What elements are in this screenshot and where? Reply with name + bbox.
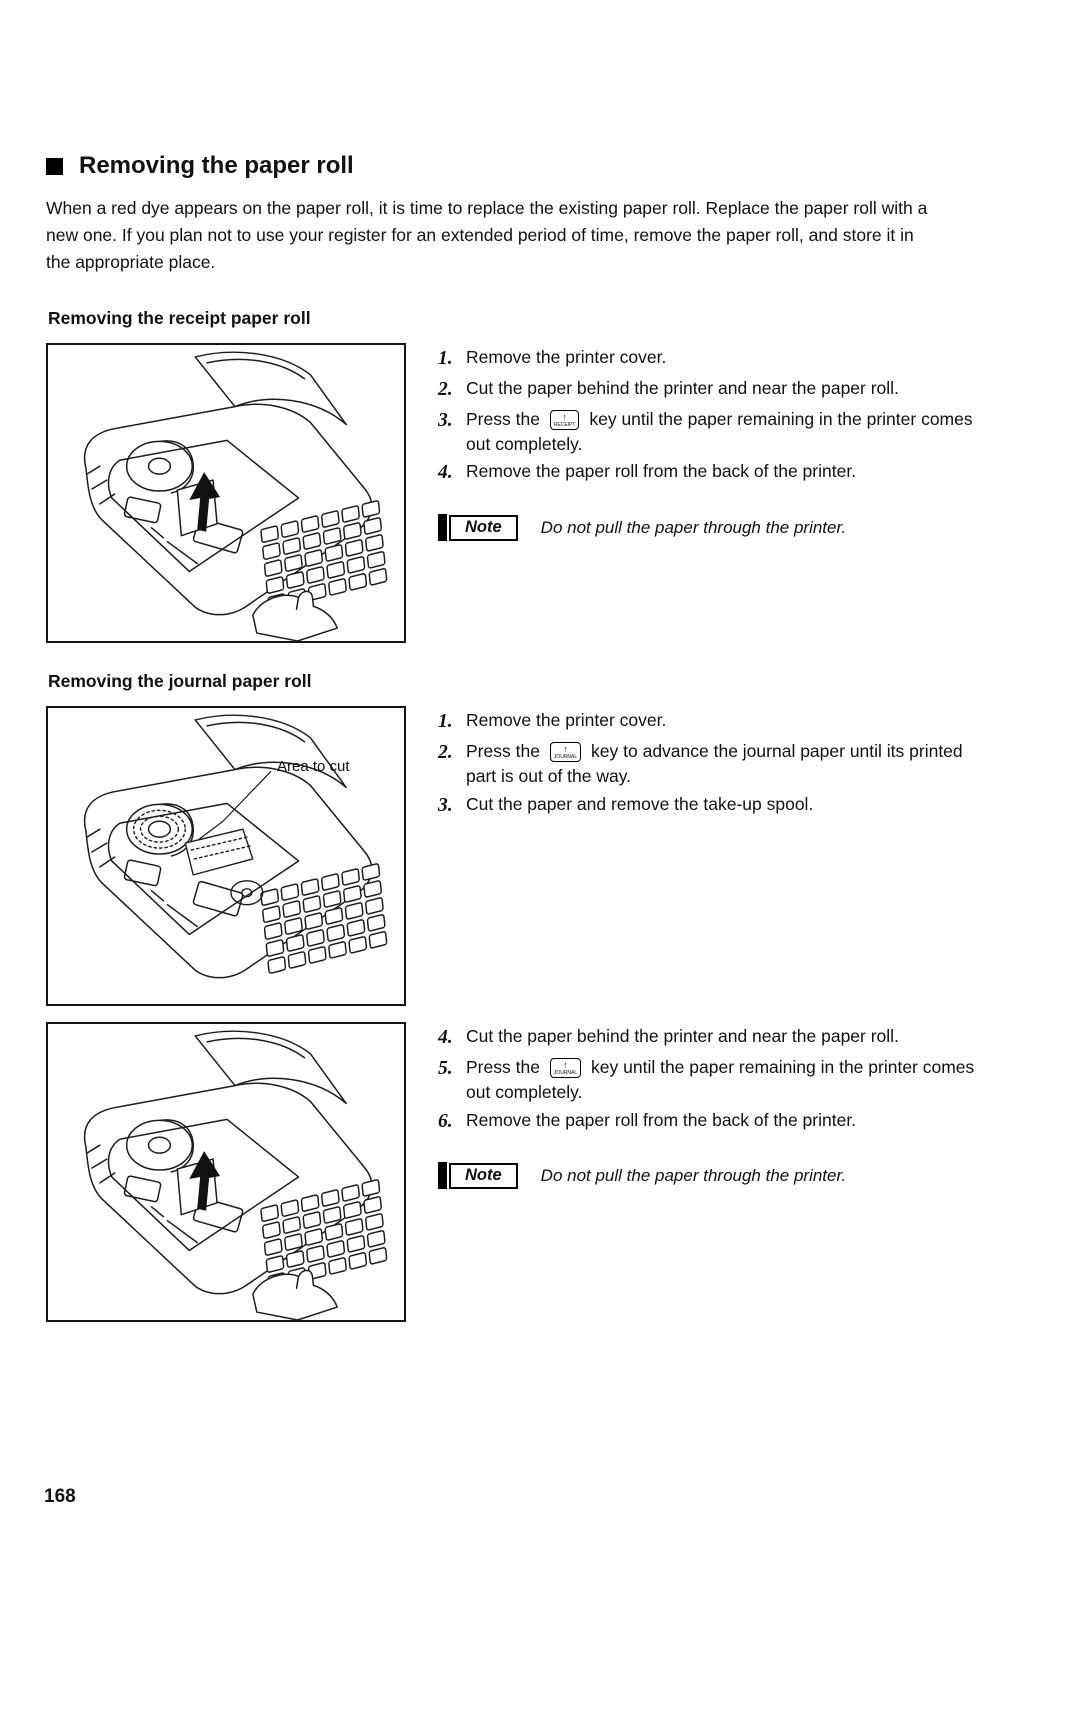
step-text	[466, 1055, 986, 1105]
receipt-steps	[438, 343, 986, 541]
intro-paragraph: When a red dye appears on the paper roll, it is time to replace the existing paper roll. Replace the paper roll with a new one. If you plan not to use your register for an extended period of time, remove the paper roll, and store it in the appropriate place.	[46, 198, 928, 272]
note-text: Do not pull the paper through the printer.	[540, 517, 847, 537]
step-number: 3.	[438, 794, 453, 816]
note	[438, 514, 986, 541]
receipt-section-heading: Removing the receipt paper roll	[48, 308, 311, 329]
step	[438, 739, 986, 789]
journal-feed-key-icon	[550, 742, 581, 762]
step-number: 5.	[438, 1057, 453, 1079]
step-text-post: key until the paper remaining in the printer comes out completely.	[466, 1056, 975, 1102]
journal-feed-key-icon	[550, 1058, 581, 1078]
journal-row-2	[46, 1022, 1022, 1322]
step-text: Remove the printer cover.	[466, 347, 667, 368]
step-number: 1.	[438, 348, 453, 370]
step	[438, 1055, 986, 1105]
cash-register-illustration	[48, 345, 404, 641]
receipt-feed-key-icon	[550, 410, 580, 430]
note-bar-icon	[438, 514, 447, 541]
step-text-pre: Press the	[466, 740, 540, 761]
step	[438, 1024, 986, 1052]
note-bar-icon	[438, 1162, 447, 1189]
area-to-cut-label: Area to cut	[277, 758, 350, 776]
journal-section-heading: Removing the journal paper roll	[48, 671, 312, 692]
feed-arrow-icon: ↑	[562, 412, 567, 423]
page-number: 168	[44, 1486, 76, 1507]
step-text: Remove the printer cover.	[466, 710, 667, 731]
step-text-post: key to advance the journal paper until its printed part is out of the way.	[466, 740, 963, 786]
step-number: 1.	[438, 711, 453, 733]
step-text: Cut the paper and remove the take-up spool.	[466, 793, 814, 814]
step-number: 4.	[438, 462, 453, 484]
step-text	[466, 407, 986, 457]
step-number: 2.	[438, 741, 453, 763]
feed-arrow-icon: ↑	[563, 744, 568, 755]
step-text: Cut the paper behind the printer and near the paper roll.	[466, 377, 899, 398]
step	[438, 792, 986, 820]
step-text: Cut the paper behind the printer and near the paper roll.	[466, 1026, 899, 1047]
step	[438, 1108, 986, 1136]
note-text: Do not pull the paper through the printer.	[540, 1165, 847, 1185]
section-bullet-icon	[46, 158, 63, 175]
key-label: JOURNAL	[553, 1070, 578, 1077]
step	[438, 708, 986, 736]
step-number: 3.	[438, 409, 453, 431]
step-text: Remove the paper roll from the back of the printer.	[466, 461, 857, 482]
receipt-row	[46, 343, 1022, 643]
cash-register-illustration	[48, 1024, 404, 1320]
step-text: Remove the paper roll from the back of the printer.	[466, 1109, 857, 1130]
step-number: 6.	[438, 1110, 453, 1132]
step-text-pre: Press the	[466, 1056, 540, 1077]
cash-register-illustration	[48, 708, 404, 1004]
key-label: JOURNAL	[553, 754, 578, 761]
feed-arrow-icon: ↑	[563, 1060, 568, 1071]
receipt-figure	[46, 343, 406, 643]
note-label: Note	[449, 515, 518, 541]
journal-steps-b	[438, 1022, 986, 1189]
journal-steps-a	[438, 706, 986, 822]
page-title-text: Removing the paper roll	[79, 152, 354, 179]
note-label: Note	[449, 1163, 518, 1189]
page-title	[46, 152, 1022, 180]
step	[438, 345, 986, 373]
step-text	[466, 739, 986, 789]
step-number: 4.	[438, 1027, 453, 1049]
step	[438, 407, 986, 457]
step-text-pre: Press the	[466, 408, 540, 429]
journal-row-1	[46, 706, 1022, 1006]
note	[438, 1162, 986, 1189]
step-number: 2.	[438, 378, 453, 400]
key-label: RECEIPT	[553, 422, 576, 429]
journal-figure-2	[46, 1022, 406, 1322]
step	[438, 459, 986, 487]
step	[438, 376, 986, 404]
journal-figure-1	[46, 706, 406, 1006]
step-text-post: key until the paper remaining in the printer comes out completely.	[466, 408, 973, 454]
